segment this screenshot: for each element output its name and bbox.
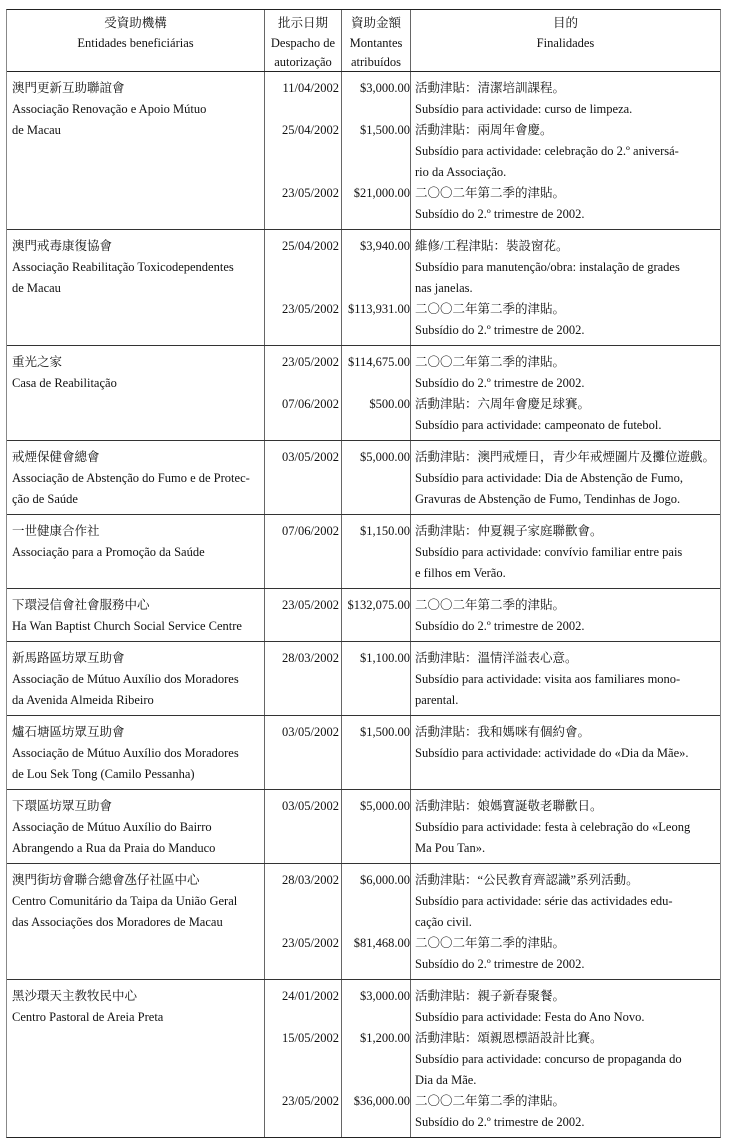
purpose-line: Subsídio do 2.º trimestre de 2002.: [415, 207, 585, 221]
subsidy-date: 25/04/2002: [282, 123, 339, 137]
subsidy-amount: $500.00: [369, 397, 410, 411]
subsidy-purpose: [415, 236, 717, 299]
purpose-line: 二〇〇二年第二季的津貼。: [415, 302, 566, 316]
subsidy-purpose: [415, 648, 717, 711]
purpose-line: Subsídio para actividade: convívio familiar entre pais: [415, 545, 683, 559]
purpose-line: Gravuras de Abstenção de Fumo, Tendinhas de Jogo.: [415, 492, 681, 506]
header-date-pt2: autorização: [274, 55, 332, 69]
entity-line: 重光之家: [12, 355, 63, 369]
header-amount-zh: 資助金額: [350, 16, 401, 30]
purpose-line: Subsídio para actividade: actividade do «Dia da Mãe».: [415, 746, 689, 760]
subsidy-purpose: [415, 722, 717, 764]
purpose-line: Subsídio do 2.º trimestre de 2002.: [415, 376, 585, 390]
entity-line: Associação de Abstenção do Fumo e de Protec-: [12, 471, 250, 485]
entity-line: 爐石塘區坊眾互助會: [12, 725, 125, 739]
subsidy-amount: $5,000.00: [360, 450, 410, 464]
entity-line: Centro Pastoral de Areia Preta: [12, 1010, 164, 1024]
entity-line: 一世健康合作社: [12, 524, 100, 538]
entity-name: [12, 595, 262, 637]
purpose-line: 活動津貼：“公民教育齊認識”系列活動。: [415, 873, 639, 887]
purpose-line: Subsídio para actividade: visita aos familiares mono-: [415, 672, 681, 686]
purpose-line: Ma Pou Tan».: [415, 841, 486, 855]
subsidy-amount: $3,940.00: [360, 239, 410, 253]
entity-name: [12, 78, 262, 141]
entity-name: [12, 521, 262, 563]
purpose-line: 活動津貼：我和媽咪有個約會。: [415, 725, 591, 739]
subsidy-amount: $132,075.00: [347, 598, 410, 612]
subsidy-amount: $113,931.00: [347, 302, 410, 316]
entity-line: 下環浸信會社會服務中心: [12, 598, 150, 612]
entity-name: [12, 796, 262, 859]
entity-line: de Macau: [12, 281, 61, 295]
purpose-line: 二〇〇二年第二季的津貼。: [415, 936, 566, 950]
subsidy-date: 23/05/2002: [282, 355, 339, 369]
purpose-line: 活動津貼：親子新春聚餐。: [415, 989, 566, 1003]
header-amount-pt1: Montantes: [349, 35, 403, 50]
purpose-line: 活動津貼：六周年會慶足球賽。: [415, 397, 591, 411]
subsidy-purpose: [415, 120, 717, 183]
purpose-line: Subsídio do 2.º trimestre de 2002.: [415, 619, 585, 633]
purpose-line: Subsídio para actividade: curso de limpeza.: [415, 102, 633, 116]
subsidy-date: 28/03/2002: [282, 651, 339, 665]
purpose-line: 活動津貼：兩周年會慶。: [415, 123, 553, 137]
entity-name: [12, 236, 262, 299]
entity-line: das Associações dos Moradores de Macau: [12, 915, 223, 929]
subsidy-purpose: [415, 1091, 717, 1133]
entity-line: ção de Saúde: [12, 492, 78, 506]
entity-line: de Lou Sek Tong (Camilo Pessanha): [12, 767, 195, 781]
purpose-line: 二〇〇二年第二季的津貼。: [415, 355, 566, 369]
header-date-pt1: Despacho de: [270, 35, 336, 50]
subsidy-date: 07/06/2002: [282, 524, 339, 538]
subsidy-date: 11/04/2002: [282, 81, 339, 95]
table-row: [7, 980, 720, 1137]
entity-line: 下環區坊眾互助會: [12, 799, 113, 813]
table-row: [7, 441, 720, 515]
subsidy-amount: $1,500.00: [360, 725, 410, 739]
entity-line: 戒煙保健會總會: [12, 450, 100, 464]
header-purpose-zh: 目的: [552, 16, 578, 30]
subsidy-purpose: [415, 183, 717, 225]
entity-line: Associação para a Promoção da Saúde: [12, 545, 205, 559]
subsidy-amount: $1,200.00: [360, 1031, 410, 1045]
subsidy-amount: $36,000.00: [353, 1094, 410, 1108]
subsidy-purpose: [415, 78, 717, 120]
purpose-line: Subsídio para actividade: Festa do Ano Novo.: [415, 1010, 645, 1024]
subsidy-date: 23/05/2002: [282, 936, 339, 950]
table-row: [7, 642, 720, 716]
subsidy-date: 25/04/2002: [282, 239, 339, 253]
subsidy-purpose: [415, 394, 717, 436]
entity-line: Associação de Mútuo Auxílio do Bairro: [12, 820, 212, 834]
subsidy-purpose: [415, 986, 717, 1028]
entity-line: da Avenida Almeida Ribeiro: [12, 693, 154, 707]
purpose-line: cação civil.: [415, 915, 472, 929]
header-entity-zh: 受資助機構: [104, 16, 167, 30]
subsidy-amount: $6,000.00: [360, 873, 410, 887]
subsidy-date: 23/05/2002: [282, 302, 339, 316]
entity-name: [12, 722, 262, 785]
subsidy-date: 23/05/2002: [282, 598, 339, 612]
entity-line: Centro Comunitário da Taipa da União Geral: [12, 894, 238, 908]
subsidy-purpose: [415, 447, 717, 510]
table-row: [7, 72, 720, 230]
entity-name: [12, 447, 262, 510]
subsidy-amount: $1,100.00: [360, 651, 410, 665]
purpose-line: 維修/工程津貼：裝設窗花。: [415, 239, 569, 253]
table-row: [7, 790, 720, 864]
table-row: [7, 589, 720, 642]
purpose-line: parental.: [415, 693, 459, 707]
purpose-line: 二〇〇二年第二季的津貼。: [415, 1094, 566, 1108]
header-purpose: [411, 14, 720, 53]
purpose-line: 二〇〇二年第二季的津貼。: [415, 186, 566, 200]
entity-line: Ha Wan Baptist Church Social Service Centre: [12, 619, 242, 633]
subsidy-amount: $81,468.00: [353, 936, 410, 950]
purpose-line: Subsídio para actividade: campeonato de futebol.: [415, 418, 662, 432]
purpose-line: Subsídio para actividade: celebração do 2.º aniversá-: [415, 144, 679, 158]
entity-line: Abrangendo a Rua da Praia do Manduco: [12, 841, 216, 855]
purpose-line: Subsídio para actividade: série das actividades edu-: [415, 894, 673, 908]
header-date: [265, 14, 341, 73]
entity-line: Associação Reabilitação Toxicodependentes: [12, 260, 234, 274]
purpose-line: 活動津貼：清潔培訓課程。: [415, 81, 566, 95]
header-purpose-pt: Finalidades: [536, 35, 595, 50]
entity-line: 澳門更新互助聯誼會: [12, 81, 125, 95]
purpose-line: Subsídio do 2.º trimestre de 2002.: [415, 1115, 585, 1129]
purpose-line: 活動津貼：仲夏親子家庭聯歡會。: [415, 524, 603, 538]
subsidy-amount: $114,675.00: [347, 355, 410, 369]
subsidy-amount: $1,500.00: [360, 123, 410, 137]
subsidy-purpose: [415, 299, 717, 341]
subsidy-amount: $3,000.00: [360, 989, 410, 1003]
entity-line: Associação de Mútuo Auxílio dos Moradores: [12, 672, 239, 686]
subsidy-date: 24/01/2002: [282, 989, 339, 1003]
purpose-line: Dia da Mãe.: [415, 1073, 477, 1087]
entity-line: Casa de Reabilitação: [12, 376, 117, 390]
subsidy-date: 23/05/2002: [282, 1094, 339, 1108]
entity-line: 澳門戒毒康復協會: [12, 239, 113, 253]
subsidy-purpose: [415, 933, 717, 975]
table-row: [7, 864, 720, 980]
table-row: [7, 346, 720, 441]
purpose-line: Subsídio para actividade: concurso de propaganda do: [415, 1052, 682, 1066]
entity-name: [12, 648, 262, 711]
subsidy-date: 23/05/2002: [282, 186, 339, 200]
subsidy-date: 07/06/2002: [282, 397, 339, 411]
subsidy-purpose: [415, 595, 717, 637]
purpose-line: 活動津貼：溫情洋溢表心意。: [415, 651, 578, 665]
purpose-line: 活動津貼：頌親恩標語設計比賽。: [415, 1031, 603, 1045]
entity-line: 澳門街坊會聯合總會氹仔社區中心: [12, 873, 200, 887]
purpose-line: nas janelas.: [415, 281, 473, 295]
entity-name: [12, 870, 262, 933]
header-entity-pt: Entidades beneficiárias: [77, 35, 194, 50]
purpose-line: Subsídio do 2.º trimestre de 2002.: [415, 323, 585, 337]
subsidy-date: 03/05/2002: [282, 450, 339, 464]
header-amount-pt2: atribuídos: [351, 55, 401, 69]
purpose-line: rio da Associação.: [415, 165, 507, 179]
purpose-line: Subsídio para actividade: festa à celebração do «Leong: [415, 820, 691, 834]
subsidy-table: [6, 9, 721, 1138]
subsidy-purpose: [415, 1028, 717, 1091]
entity-line: Associação Renovação e Apoio Mútuo: [12, 102, 207, 116]
table-row: [7, 515, 720, 589]
subsidy-date: 15/05/2002: [282, 1031, 339, 1045]
subsidy-purpose: [415, 870, 717, 933]
table-row: [7, 230, 720, 346]
purpose-line: 活動津貼：娘媽寶誕敬老聯歡日。: [415, 799, 603, 813]
subsidy-purpose: [415, 796, 717, 859]
header-amount: [342, 14, 410, 73]
purpose-line: e filhos em Verão.: [415, 566, 506, 580]
purpose-line: 活動津貼：澳門戒煙日，青少年戒煙圖片及攤位遊戲。: [415, 450, 716, 464]
purpose-line: 二〇〇二年第二季的津貼。: [415, 598, 566, 612]
purpose-line: Subsídio para actividade: Dia de Abstenção de Fumo,: [415, 471, 683, 485]
subsidy-purpose: [415, 352, 717, 394]
subsidy-purpose: [415, 521, 717, 584]
subsidy-amount: $3,000.00: [360, 81, 410, 95]
purpose-line: Subsídio do 2.º trimestre de 2002.: [415, 957, 585, 971]
table-header: [7, 10, 720, 72]
entity-name: [12, 986, 262, 1028]
subsidy-amount: $5,000.00: [360, 799, 410, 813]
entity-name: [12, 352, 262, 394]
entity-line: 新馬路區坊眾互助會: [12, 651, 125, 665]
purpose-line: Subsídio para manutenção/obra: instalação de grades: [415, 260, 680, 274]
subsidy-date: 28/03/2002: [282, 873, 339, 887]
header-date-zh: 批示日期: [277, 16, 328, 30]
subsidy-amount: $1,150.00: [360, 524, 410, 538]
subsidy-date: 03/05/2002: [282, 799, 339, 813]
header-entity: [7, 14, 264, 53]
table-row: [7, 716, 720, 790]
entity-line: 黑沙環天主教牧民中心: [12, 989, 138, 1003]
subsidy-date: 03/05/2002: [282, 725, 339, 739]
subsidy-amount: $21,000.00: [353, 186, 410, 200]
entity-line: Associação de Mútuo Auxílio dos Moradores: [12, 746, 239, 760]
entity-line: de Macau: [12, 123, 61, 137]
